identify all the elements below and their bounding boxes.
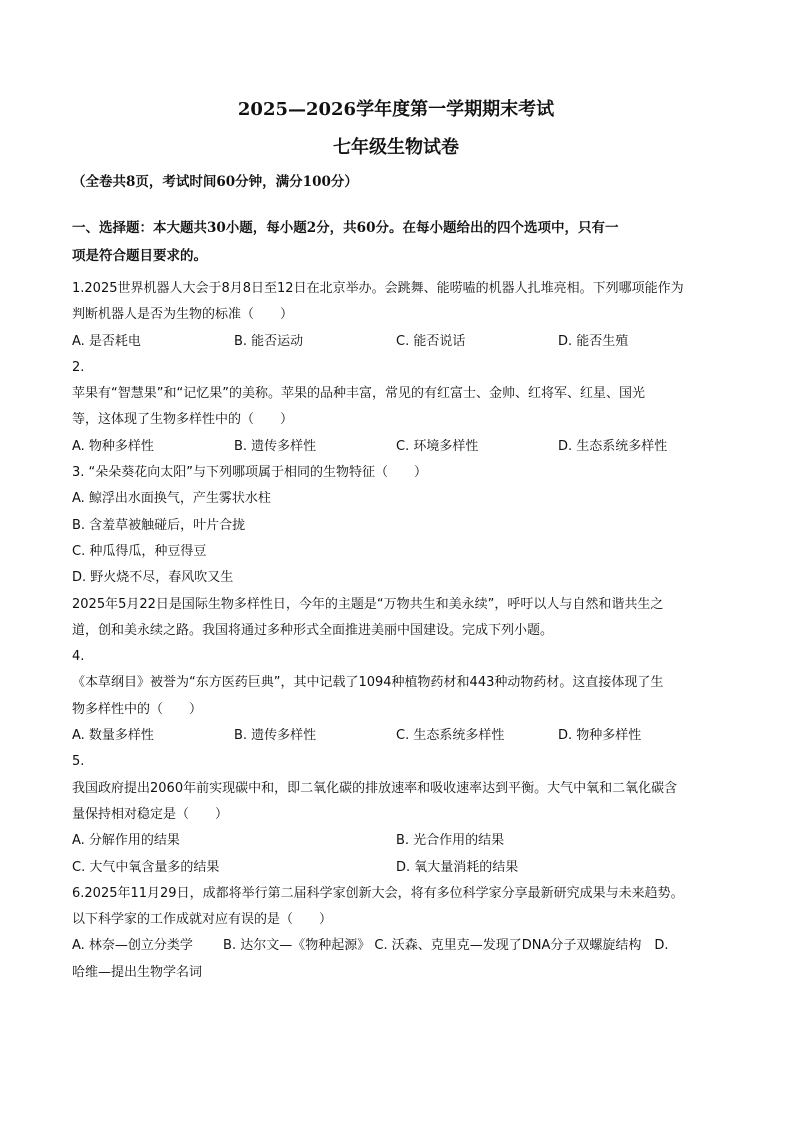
- question-text: 1.2025世界机器人大会于8月8日至12日在北京举办。会跳舞、能唠嗑的机器人扎堆亮相。下列哪项能作为: [72, 281, 684, 296]
- passage-text: 2025年5月22日是国际生物多样性日，今年的主题是“万物共生和美永续”，呼吁以人与自然和谐共生之: [72, 596, 664, 612]
- exam-note: （全卷共8页，考试时间60分钟，满分100分）: [72, 174, 358, 190]
- option-a: A. 分解作用的结果: [72, 833, 180, 849]
- option-d: D. 氧大量消耗的结果: [396, 859, 519, 875]
- option-d: D. 野火烧不尽，春风吹又生: [72, 570, 234, 586]
- option-b: B. 遗传多样性: [234, 438, 317, 454]
- option-c: C. 种瓜得瓜，种豆得豆: [72, 543, 207, 559]
- option-a: A. 鲸浮出水面换气，产生雾状水柱: [72, 491, 271, 507]
- options: [72, 329, 720, 355]
- question-text: 物多样性中的（ ）: [72, 701, 203, 717]
- options-inline: 哈维—提出生物学名词: [72, 964, 203, 980]
- options: [72, 723, 720, 749]
- option-d: D. 能否生殖: [558, 333, 629, 349]
- question-text: 6.2025年11月29日，成都将举行第二届科学家创新大会，将有多位科学家分享最新研究成果与未来趋势。: [72, 885, 684, 901]
- question-2: [72, 355, 720, 460]
- section-heading: 一、选择题：本大题共30小题，每小题2分，共60分。在每小题给出的四个选项中，只有一 项是符合题目要求的。: [72, 220, 619, 264]
- question-1: [72, 276, 720, 355]
- question-5: [72, 749, 720, 880]
- question-text: 《本草纲目》被誉为“东方医药巨典”，其中记载了1094种植物药材和443种动物药材。这直接体现了生: [72, 675, 664, 691]
- option-c: C. 大气中氧含量多的结果: [72, 859, 220, 875]
- options-inline: A. 林奈—创立分类学 B. 达尔文—《物种起源》 C. 沃森、克里克—发现了DNA分子双螺旋结构 D.: [72, 938, 669, 954]
- question-text: 我国政府提出2060年前实现碳中和，即二氧化碳的排放速率和吸收速率达到平衡。大气中氧和二氧化碳含: [72, 780, 678, 796]
- question-number: 2.: [72, 359, 85, 375]
- option-c: C. 能否说话: [396, 333, 466, 349]
- option-b: B. 能否运动: [234, 333, 304, 349]
- question-number: 5.: [72, 754, 85, 770]
- option-b: B. 光合作用的结果: [396, 833, 505, 849]
- option-a: A. 数量多样性: [72, 728, 154, 744]
- options: [72, 434, 720, 460]
- question-4: [72, 644, 720, 749]
- question-text: 量保持相对稳定是（ ）: [72, 806, 229, 822]
- question-text: 3. “朵朵葵花向太阳”与下列哪项属于相同的生物特征（ ）: [72, 465, 428, 481]
- options: [72, 828, 720, 881]
- passage-text: 道，创和美永续之路。我国将通过多种形式全面推进美丽中国建设。完成下列小题。: [72, 622, 554, 638]
- question-text: 等，这体现了生物多样性中的（ ）: [72, 412, 294, 428]
- option-a: A. 是否耗电: [72, 333, 141, 349]
- option-b: B. 含羞草被触碰后，叶片合拢: [72, 517, 246, 533]
- question-text: 以下科学家的工作成就对应有误的是（ ）: [72, 912, 333, 928]
- reading-passage: [72, 592, 720, 645]
- question-text: 苹果有“智慧果”和“记忆果”的美称。苹果的品种丰富，常见的有红富士、金帅、红将军、红星、国光: [72, 386, 645, 402]
- exam-page: [72, 96, 720, 986]
- option-d: D. 物种多样性: [558, 728, 642, 744]
- exam-subtitle: 七年级生物试卷: [333, 137, 459, 158]
- option-a: A. 物种多样性: [72, 438, 154, 454]
- option-c: C. 环境多样性: [396, 438, 479, 454]
- exam-title: 2025—2026学年度第一学期期末考试: [237, 99, 555, 120]
- option-d: D. 生态系统多样性: [558, 438, 668, 454]
- question-number: 4.: [72, 649, 85, 665]
- option-c: C. 生态系统多样性: [396, 728, 505, 744]
- option-b: B. 遗传多样性: [234, 728, 317, 744]
- question-3: [72, 460, 720, 591]
- question-text: 判断机器人是否为生物的标准（ ）: [72, 307, 294, 323]
- question-6: [72, 881, 720, 986]
